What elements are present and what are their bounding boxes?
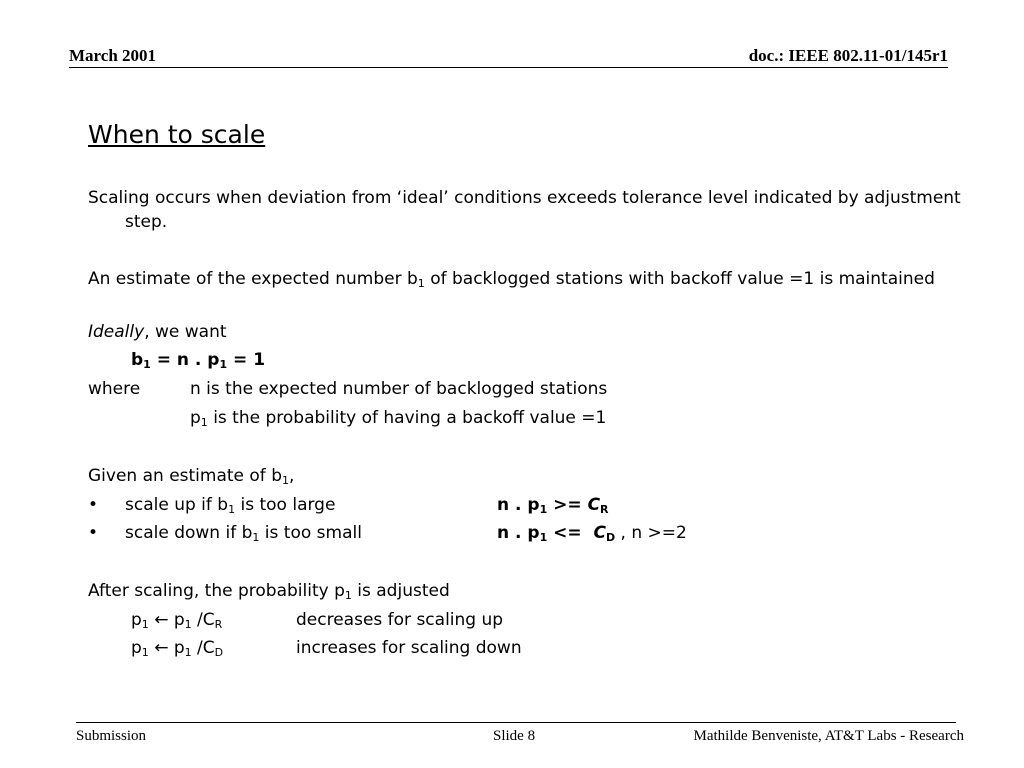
adjustment-scale-up-formula: $p_1$ ← $p_1$ $/C_R$ [131,610,223,631]
header-doc-id: doc.: IEEE 802.11-01/145r1 [748,46,948,65]
bullet-marker: • [88,523,99,543]
paragraph-estimate: An estimate of the expected number $b_1$ of backlogged stations with backoff value =1 is maintained [88,269,935,290]
after-scaling-line: After scaling, the probability $p_1$ is adjusted [88,581,450,602]
condition-scale-down: n . $p_1 <= C_D$ , n >=2 [497,523,687,544]
definition-p1: $p_1$ is the probability of having a backoff value =1 [190,408,607,429]
where-label: where [88,379,141,399]
ideally-line: Ideally, we want [88,322,227,342]
bullet-scale-up: scale up if $b_1$ is too large [125,495,336,516]
definition-n: n is the expected number of backlogged stations [190,379,608,399]
adjustment-scale-up-desc: decreases for scaling up [296,610,504,630]
given-line: Given an estimate of $b_1$, [88,466,295,487]
header-rule [69,67,948,68]
bullet-scale-down: scale down if $b_1$ is too small [125,523,362,544]
condition-scale-up: n . $p_1 >= C_R$ [497,495,609,516]
adjustment-scale-down-formula: $p_1$ ← $p_1$ $/C_D$ [131,638,224,659]
paragraph-scaling-text: Scaling occurs when deviation from ‘ideal’ conditions exceeds tolerance level indicated by adjustment step. [88,188,961,232]
header-date: March 2001 [69,46,157,65]
bullet-marker: • [88,495,99,515]
target-equation: $b_1 = n$ . $p_1 = 1$ [131,350,266,371]
adjustment-scale-down-desc: increases for scaling down [296,638,522,658]
paragraph-scaling [88,186,985,234]
footer-submission: Submission [76,728,147,744]
footer-author: Mathilde Benveniste, AT&T Labs - Research [693,728,964,744]
footer-rule [76,722,956,723]
footer-slide-number: Slide 8 [493,728,536,744]
slide-title: When to scale [88,120,266,149]
